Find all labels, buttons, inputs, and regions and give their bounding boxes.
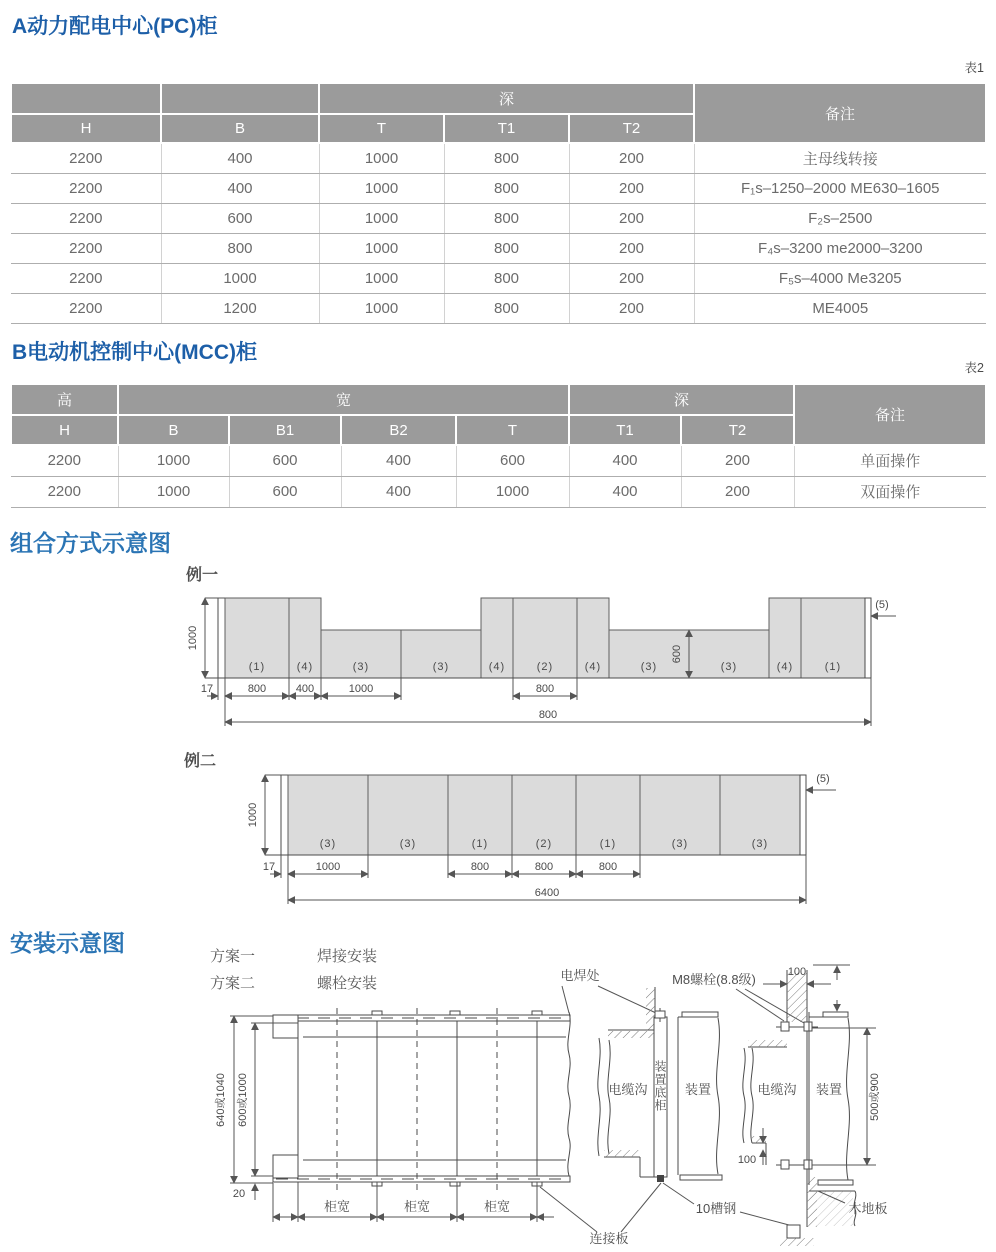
cell: 2200 <box>11 476 118 507</box>
svg-text:600: 600 <box>671 644 683 664</box>
cell: 1000 <box>319 293 444 323</box>
svg-text:柜宽: 柜宽 <box>403 1199 431 1214</box>
cable-trench-label: 电缆沟 <box>608 1082 648 1097</box>
cell: 800 <box>444 233 569 263</box>
scheme-1-method: 焊接安装 <box>317 948 378 965</box>
table2-mcc-cabinet <box>10 383 987 508</box>
svg-text:(4): (4) <box>776 661 794 673</box>
cell: 800 <box>444 263 569 293</box>
table-row <box>11 445 986 476</box>
cell: 400 <box>341 476 456 507</box>
cell: F₁s–1250–2000 ME630–1605 <box>694 173 986 203</box>
svg-text:500或900: 500或900 <box>869 1073 881 1121</box>
cell: 600 <box>229 476 341 507</box>
header-cell <box>161 83 319 114</box>
cell: 600 <box>161 203 319 233</box>
svg-text:100: 100 <box>737 1154 757 1166</box>
svg-text:(2): (2) <box>535 838 553 850</box>
svg-text:800: 800 <box>535 683 555 695</box>
bolt-label: M8螺栓(8.8级) <box>672 972 756 987</box>
scheme-2-name: 方案二 <box>210 975 256 992</box>
svg-text:(3): (3) <box>751 838 769 850</box>
svg-text:(1): (1) <box>824 661 842 673</box>
example1-diagram <box>180 582 996 752</box>
cell: 1000 <box>456 476 569 507</box>
header-cell-remark: 备注 <box>794 384 986 445</box>
table-row <box>11 263 986 293</box>
svg-text:(3): (3) <box>432 661 450 673</box>
svg-text:(3): (3) <box>720 661 738 673</box>
example2-label: 例二 <box>184 753 217 770</box>
plan-view <box>273 1008 570 1190</box>
svg-text:(5): (5) <box>816 773 830 785</box>
svg-text:(3): (3) <box>319 838 337 850</box>
svg-text:(4): (4) <box>488 661 506 673</box>
svg-text:柜宽: 柜宽 <box>483 1199 511 1214</box>
cell: 双面操作 <box>794 476 986 507</box>
weld-spot-label: 电焊处 <box>560 968 600 983</box>
cell: 400 <box>569 476 681 507</box>
cell: 单面操作 <box>794 445 986 476</box>
cell: 2200 <box>11 293 161 323</box>
table-row <box>11 83 986 114</box>
plan-dimensions <box>214 1016 554 1222</box>
svg-text:800: 800 <box>470 861 490 873</box>
base-cabinet-label: 装置底柜 <box>653 1060 667 1112</box>
example1-label: 例一 <box>186 567 219 584</box>
svg-text:17: 17 <box>200 683 214 695</box>
combo-section-title: 组合方式示意图 <box>10 530 171 556</box>
example2-diagram <box>180 760 996 928</box>
svg-text:800: 800 <box>598 861 618 873</box>
cell: 1000 <box>319 233 444 263</box>
header-cell: T <box>456 415 569 445</box>
cell: 200 <box>569 203 694 233</box>
cell: 200 <box>569 143 694 173</box>
svg-text:(1): (1) <box>599 838 617 850</box>
table2-tag: 表2 <box>964 361 984 375</box>
cell: 400 <box>161 143 319 173</box>
svg-text:800: 800 <box>538 709 558 721</box>
svg-text:(3): (3) <box>640 661 658 673</box>
installation-diagram <box>200 960 996 1252</box>
cell: 800 <box>444 173 569 203</box>
section-b-title: B电动机控制中心(MCC)柜 <box>12 341 257 364</box>
scheme-2-method: 螺栓安装 <box>317 975 378 992</box>
svg-text:640或1040: 640或1040 <box>215 1073 227 1127</box>
svg-text:20: 20 <box>232 1188 246 1200</box>
cell: 200 <box>681 476 794 507</box>
cell: 1000 <box>319 143 444 173</box>
svg-text:(4): (4) <box>584 661 602 673</box>
header-cell: T2 <box>681 415 794 445</box>
wood-floor-label: 木地板 <box>848 1201 888 1216</box>
svg-text:1000: 1000 <box>187 625 199 651</box>
cell: 800 <box>161 233 319 263</box>
cell: 600 <box>456 445 569 476</box>
cell: 200 <box>569 263 694 293</box>
table-row <box>11 173 986 203</box>
svg-text:(2): (2) <box>536 661 554 673</box>
header-cell <box>11 83 161 114</box>
svg-text:(3): (3) <box>399 838 417 850</box>
header-cell: B2 <box>341 415 456 445</box>
cell: 2200 <box>11 173 161 203</box>
svg-text:1000: 1000 <box>247 802 259 828</box>
svg-text:(3): (3) <box>352 661 370 673</box>
device-label: 装置 <box>815 1082 843 1097</box>
cell: 2200 <box>11 203 161 233</box>
header-cell-remark: 备注 <box>694 83 986 143</box>
scheme-1-name: 方案一 <box>210 948 256 965</box>
svg-text:600或1000: 600或1000 <box>237 1073 249 1127</box>
cable-trench-label: 电缆沟 <box>757 1082 797 1097</box>
header-cell: T1 <box>569 415 681 445</box>
header-cell-width: 宽 <box>118 384 569 415</box>
table-row <box>11 384 986 415</box>
connection-plate-label: 连接板 <box>589 1231 629 1246</box>
cell: 1000 <box>319 173 444 203</box>
cell: 200 <box>569 173 694 203</box>
table-row <box>11 203 986 233</box>
cell: 2200 <box>11 263 161 293</box>
cell: 2200 <box>11 445 118 476</box>
table-row <box>11 476 986 507</box>
cell: 600 <box>229 445 341 476</box>
svg-text:1000: 1000 <box>315 861 341 873</box>
header-cell: H <box>11 415 118 445</box>
cell: F₄s–3200 me2000–3200 <box>694 233 986 263</box>
cell: 400 <box>341 445 456 476</box>
cell: ME4005 <box>694 293 986 323</box>
cell: 800 <box>444 203 569 233</box>
svg-text:17: 17 <box>262 861 276 873</box>
table1-pc-cabinet <box>10 82 987 324</box>
cell: 200 <box>569 233 694 263</box>
svg-text:(4): (4) <box>296 661 314 673</box>
svg-text:(5): (5) <box>875 599 889 611</box>
cell: 1000 <box>161 263 319 293</box>
header-cell-depth: 深 <box>319 83 694 114</box>
cell: F₅s–4000 Me3205 <box>694 263 986 293</box>
table-row <box>11 293 986 323</box>
install-section-title: 安装示意图 <box>10 930 125 956</box>
cell: 1000 <box>319 263 444 293</box>
svg-text:6400: 6400 <box>534 887 560 899</box>
cell: 1000 <box>118 476 229 507</box>
header-cell: T2 <box>569 114 694 143</box>
svg-text:(1): (1) <box>471 838 489 850</box>
table1-tag: 表1 <box>964 61 984 75</box>
svg-text:800: 800 <box>534 861 554 873</box>
table-row <box>11 143 986 173</box>
device-label: 装置 <box>684 1082 712 1097</box>
cell: 400 <box>161 173 319 203</box>
cell: 800 <box>444 143 569 173</box>
cell: 主母线转接 <box>694 143 986 173</box>
svg-text:400: 400 <box>295 683 315 695</box>
cell: 200 <box>569 293 694 323</box>
cell: 1000 <box>118 445 229 476</box>
welded-section <box>560 968 722 1182</box>
svg-text:柜宽: 柜宽 <box>323 1199 351 1214</box>
cell: 1200 <box>161 293 319 323</box>
table-row <box>11 233 986 263</box>
header-cell: H <box>11 114 161 143</box>
svg-text:800: 800 <box>247 683 267 695</box>
header-cell: B <box>118 415 229 445</box>
cell: 2200 <box>11 233 161 263</box>
svg-text:(3): (3) <box>671 838 689 850</box>
section-a-title: A动力配电中心(PC)柜 <box>12 15 218 38</box>
header-cell: T <box>319 114 444 143</box>
cell: 1000 <box>319 203 444 233</box>
header-cell: B <box>161 114 319 143</box>
header-cell: B1 <box>229 415 341 445</box>
cell: F₂s–2500 <box>694 203 986 233</box>
svg-text:(1): (1) <box>248 661 266 673</box>
cell: 800 <box>444 293 569 323</box>
header-cell-height: 高 <box>11 384 118 415</box>
header-cell-depth: 深 <box>569 384 794 415</box>
cell: 2200 <box>11 143 161 173</box>
svg-text:100: 100 <box>787 966 807 978</box>
svg-text:1000: 1000 <box>348 683 374 695</box>
cell: 400 <box>569 445 681 476</box>
header-cell: T1 <box>444 114 569 143</box>
channel-steel-label: 10槽钢 <box>695 1201 737 1216</box>
cell: 200 <box>681 445 794 476</box>
